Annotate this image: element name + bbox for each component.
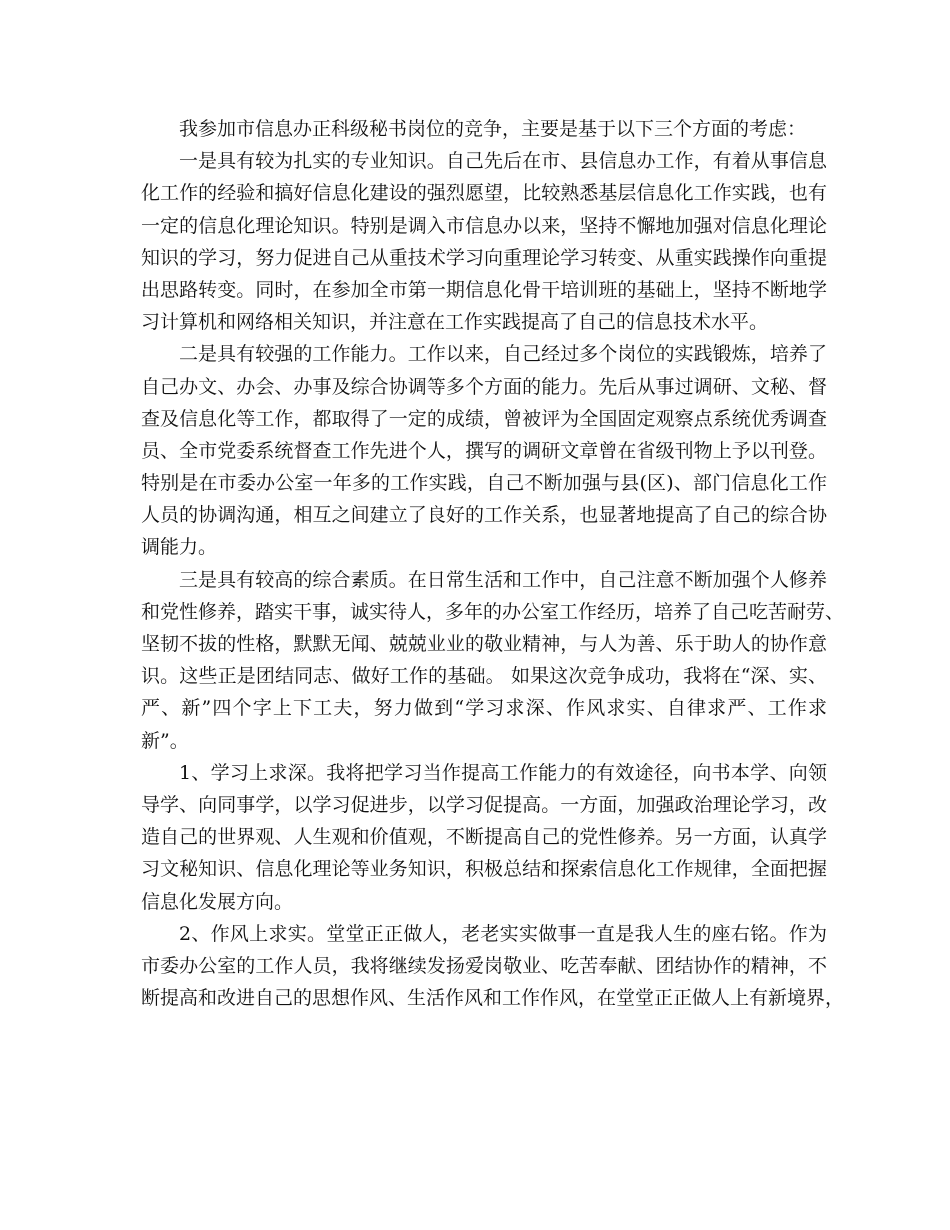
paragraph-4-line-1: 1、学习上求深。我将把学习当作提高工作能力的有效途径，向书本学、向领	[179, 761, 827, 784]
paragraph-5-line-1: 2、作风上求实。堂堂正正做人，老老实实做事一直是我人生的座右铭。作为	[179, 922, 827, 945]
paragraph-3-line-1: 三是具有较高的综合素质。在日常生活和工作中，自己注意不断加强个人修养	[179, 568, 827, 591]
document-body	[141, 113, 845, 1014]
paragraph-1-line-6: 习计算机和网络相关知识，并注意在工作实践提高了自己的信息技术水平。	[141, 311, 769, 334]
paragraph-1-line-4: 知识的学习，努力促进自己从重技术学习向重理论学习转变、从重实践操作向重提	[141, 246, 827, 269]
paragraph-5-line-2: 市委办公室的工作人员，我将继续发扬爱岗敬业、吃苦奉献、团结协作的精神，不	[141, 954, 827, 977]
paragraph-4-line-5: 信息化发展方向。	[141, 890, 294, 913]
paragraph-1-line-1: 一是具有较为扎实的专业知识。自己先后在市、县信息办工作，有着从事信息	[179, 150, 827, 173]
paragraph-3-line-5: 严、新”四个字上下工夫，努力做到“学习求深、作风求实、自律求严、工作求	[141, 697, 827, 720]
paragraph-4-line-2: 导学、向同事学，以学习促进步，以学习促提高。一方面，加强政治理论学习，改	[141, 793, 827, 816]
paragraph-2-line-3: 查及信息化等工作，都取得了一定的成绩，曾被评为全国固定观察点系统优秀调查	[141, 407, 827, 430]
paragraph-3-line-3: 坚韧不拔的性格，默默无闻、兢兢业业的敬业精神，与人为善、乐于助人的协作意	[141, 633, 827, 655]
paragraph-1-line-5: 出思路转变。同时，在参加全市第一期信息化骨干培训班的基础上，坚持不断地学	[141, 278, 827, 301]
paragraph-3-line-4: 识。这些正是团结同志、做好工作的基础。 如果这次竞争成功，我将在“深、实、	[141, 665, 827, 688]
paragraph-5-line-3: 断提高和改进自己的思想作风、生活作风和工作作风，在堂堂正正做人上有新境界，	[141, 987, 845, 1010]
paragraph-2-line-6: 人员的协调沟通，相互之间建立了良好的工作关系，也显著地提高了自己的综合协	[141, 504, 827, 527]
paragraph-2-line-5: 特别是在市委办公室一年多的工作实践，自己不断加强与县(区)、部门信息化工作	[141, 472, 827, 495]
paragraph-3-line-2: 和党性修养，踏实干事，诚实待人，多年的办公室工作经历，培养了自己吃苦耐劳、	[141, 600, 845, 623]
paragraph-3-line-6: 新”。	[141, 729, 189, 752]
paragraph-2-line-7: 调能力。	[141, 536, 218, 559]
paragraph-1-line-3: 一定的信息化理论知识。特别是调入市信息办以来，坚持不懈地加强对信息化理论	[141, 214, 827, 237]
paragraph-2-line-4: 员、全市党委系统督查工作先进个人，撰写的调研文章曾在省级刊物上予以刊登。	[141, 439, 827, 462]
paragraph-4-line-4: 习文秘知识、信息化理论等业务知识，积极总结和探索信息化工作规律，全面把握	[141, 858, 827, 881]
paragraph-intro-line-1: 我参加市信息办正科级秘书岗位的竞争，主要是基于以下三个方面的考虑：	[179, 118, 807, 140]
paragraph-2-line-2: 自己办文、办会、办事及综合协调等多个方面的能力。先后从事过调研、文秘、督	[141, 375, 827, 398]
paragraph-4-line-3: 造自己的世界观、人生观和价值观，不断提高自己的党性修养。另一方面，认真学	[141, 826, 827, 849]
paragraph-2-line-1: 二是具有较强的工作能力。工作以来，自己经过多个岗位的实践锻炼，培养了	[179, 343, 827, 366]
paragraph-1-line-2: 化工作的经验和搞好信息化建设的强烈愿望，比较熟悉基层信息化工作实践，也有	[141, 182, 827, 205]
